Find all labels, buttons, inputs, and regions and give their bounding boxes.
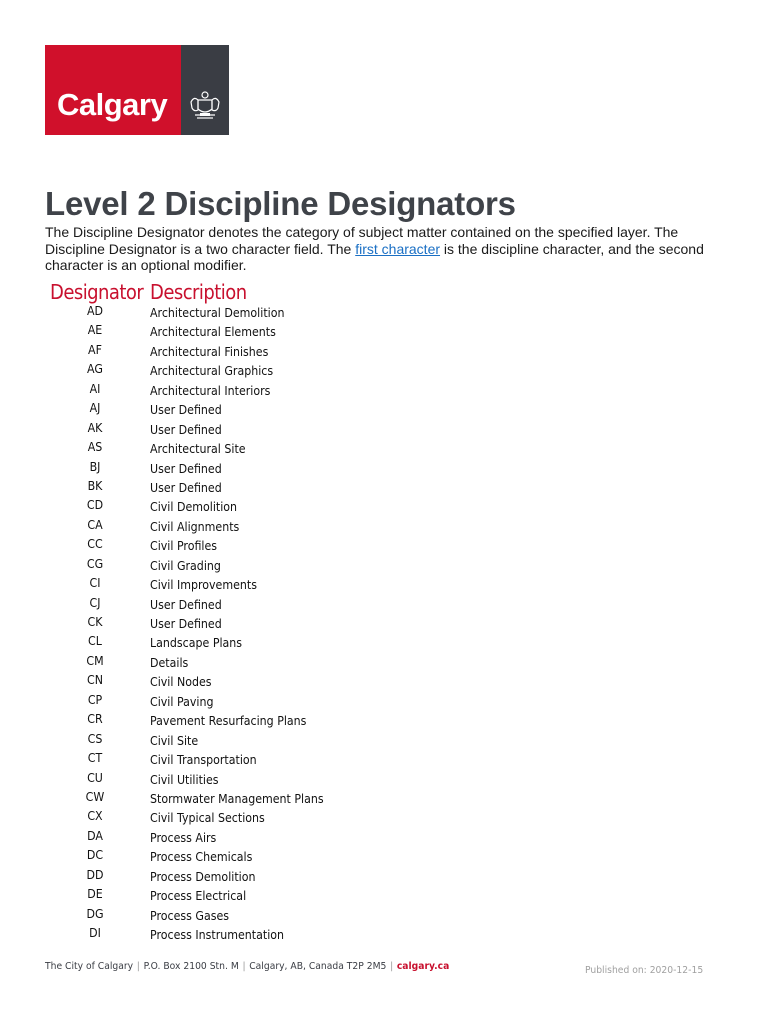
designator-description: User Defined	[150, 480, 222, 495]
table-row	[0, 537, 768, 556]
intro-paragraph	[45, 224, 735, 274]
table-row	[0, 829, 768, 848]
designator-description: Civil Improvements	[150, 578, 257, 593]
designator-code: CS	[87, 731, 103, 746]
designator-description: Civil Demolition	[150, 500, 238, 515]
table-row	[0, 673, 768, 692]
logo-wordmark: Calgary	[57, 87, 168, 122]
intro-text-after: is the discipline character, and the second character is an optional modifier.	[45, 240, 704, 273]
designator-description: Process Instrumentation	[150, 928, 285, 942]
table-row	[0, 654, 768, 673]
designator-description: User Defined	[150, 617, 222, 631]
logo-crest-panel	[181, 45, 229, 135]
designator-code: DI	[89, 926, 101, 940]
table-row	[0, 926, 768, 945]
designator-description: Architectural Interiors	[150, 383, 271, 398]
designator-code: CL	[88, 634, 102, 649]
table-row	[0, 868, 768, 887]
table-row	[0, 732, 768, 751]
designator-description: Landscape Plans	[150, 636, 243, 651]
table-row	[0, 596, 768, 615]
table-row	[0, 343, 768, 362]
footer-city: Calgary, AB, Canada T2P 2M5	[249, 961, 387, 972]
table-row	[0, 887, 768, 906]
designator-column-header: Designator	[50, 280, 144, 304]
designator-code: AS	[87, 440, 103, 455]
designator-description: Civil Transportation	[150, 753, 257, 768]
designator-description: Architectural Graphics	[150, 364, 274, 379]
table-row	[0, 518, 768, 537]
designator-description: Stormwater Management Plans	[150, 791, 324, 806]
table-row	[0, 576, 768, 595]
table-row	[0, 848, 768, 867]
city-crest-icon	[187, 90, 223, 120]
designator-description: Civil Utilities	[150, 772, 219, 787]
designator-description: Process Electrical	[150, 889, 247, 904]
designator-description: Process Chemicals	[150, 850, 253, 865]
table-row	[0, 362, 768, 381]
table-row	[0, 615, 768, 634]
designator-code: AE	[87, 323, 103, 338]
table-row	[0, 809, 768, 828]
designator-code: CK	[87, 615, 103, 629]
designator-code: CT	[87, 751, 103, 766]
designator-description: Civil Alignments	[150, 519, 240, 534]
designator-code: CP	[87, 692, 103, 707]
designator-description: Architectural Finishes	[150, 344, 269, 359]
table-row	[0, 634, 768, 653]
designator-code: CD	[86, 498, 104, 513]
designator-description: Architectural Site	[150, 442, 246, 457]
table-row	[0, 751, 768, 770]
designator-code: AI	[89, 381, 101, 396]
footer-address: The City of Calgary | P.O. Box 2100 Stn. M | Calgary, AB, Canada T2P 2M5 | calgary.ca	[45, 961, 450, 972]
page-title: Level 2 Discipline Designators	[45, 185, 516, 222]
table-row	[0, 479, 768, 498]
designator-code: DC	[86, 848, 104, 863]
designator-code: CA	[87, 517, 103, 532]
designator-code: CJ	[89, 595, 101, 610]
footer-org: The City of Calgary	[45, 961, 134, 972]
designator-code: CU	[87, 770, 103, 785]
designator-code: BJ	[89, 459, 101, 474]
table-row	[0, 712, 768, 731]
designator-code: CR	[87, 712, 103, 727]
designator-description: Details	[150, 655, 189, 670]
table-row	[0, 421, 768, 440]
designator-description: User Defined	[150, 461, 222, 476]
designator-code: CG	[86, 556, 104, 571]
designator-description: Civil Typical Sections	[150, 811, 265, 826]
table-row	[0, 460, 768, 479]
designator-code: DG	[86, 906, 104, 921]
designator-code: CI	[89, 576, 101, 591]
designator-code: CM	[86, 653, 104, 668]
designator-code: CN	[87, 673, 103, 688]
table-row	[0, 771, 768, 790]
table-row	[0, 790, 768, 809]
table-row	[0, 323, 768, 342]
table-row	[0, 557, 768, 576]
designator-code: CW	[85, 789, 105, 804]
designator-table	[0, 304, 768, 945]
designator-code: CC	[87, 537, 103, 552]
designator-description: User Defined	[150, 597, 222, 612]
designator-description: User Defined	[150, 422, 222, 437]
designator-code: AG	[87, 362, 103, 377]
designator-description: Civil Nodes	[150, 675, 212, 690]
description-column-header: Description	[150, 280, 247, 304]
table-row	[0, 907, 768, 926]
designator-description: Pavement Resurfacing Plans	[150, 714, 307, 729]
designator-code: DA	[87, 828, 103, 843]
table-row	[0, 401, 768, 420]
calgary-logo	[45, 45, 229, 135]
designator-description: Process Airs	[150, 830, 217, 845]
table-row	[0, 382, 768, 401]
designator-description: Civil Paving	[150, 694, 214, 709]
designator-code: DD	[86, 867, 104, 882]
designator-description: User Defined	[150, 403, 222, 418]
designator-code: DE	[87, 887, 103, 902]
table-row	[0, 440, 768, 459]
published-date: Published on: 2020-12-15	[585, 965, 704, 976]
logo-wordmark-panel	[45, 45, 181, 135]
table-row	[0, 693, 768, 712]
table-row	[0, 304, 768, 323]
designator-description: Architectural Elements	[150, 325, 276, 340]
designator-code: CX	[87, 809, 103, 824]
table-row	[0, 498, 768, 517]
designator-code: AK	[87, 420, 103, 435]
designator-code: AJ	[89, 401, 101, 416]
first-character-link[interactable]: first character	[355, 240, 441, 257]
footer-po-box: P.O. Box 2100 Stn. M	[143, 961, 239, 972]
intro-text-before: The Discipline Designator denotes the category of subject matter contained on the specified layer. The Discipline Designator is a two character field. The	[45, 224, 679, 257]
designator-code: AD	[86, 304, 104, 318]
designator-description: Process Demolition	[150, 869, 256, 884]
designator-description: Process Gases	[150, 908, 230, 923]
footer-website-link[interactable]: calgary.ca	[396, 961, 450, 972]
designator-description: Architectural Demolition	[150, 306, 285, 320]
designator-code: AF	[88, 342, 102, 357]
designator-description: Civil Site	[150, 733, 199, 748]
designator-code: BK	[87, 478, 103, 493]
designator-description: Civil Profiles	[150, 539, 218, 554]
designator-description: Civil Grading	[150, 558, 221, 573]
